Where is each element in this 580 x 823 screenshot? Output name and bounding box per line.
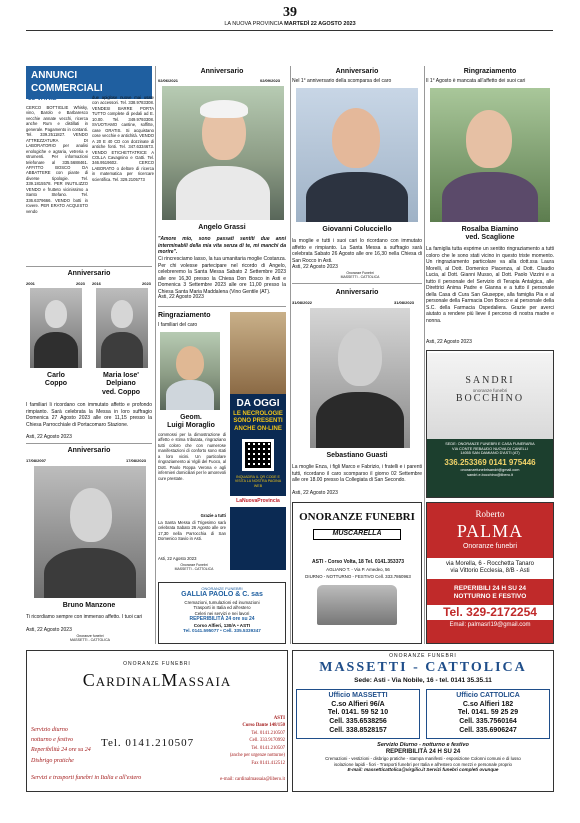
sandri-sub: onoranze funebri [472, 387, 508, 393]
manzone-name: Bruno Manzone [62, 602, 116, 609]
ad-dogi-line2: LE NECROLOGIE [233, 410, 283, 417]
moraglio-name: Geom. Luigi Moraglio [167, 414, 215, 430]
palma-name1: Roberto [475, 509, 505, 519]
section-divider [292, 283, 422, 284]
coppo-date: 2016 [92, 281, 101, 286]
muscarella-name: MUSCARELLA [313, 529, 401, 540]
gallia-l6: Tel. 0141.595077 • Cell. 335.5339347 [183, 628, 261, 634]
page-number: 39 [283, 5, 297, 20]
palma-addr1: via Morella, 6 - Rocchetta Tanaro [446, 560, 534, 567]
gallia-top: ONORANZE FUNEBRI [201, 586, 243, 591]
cardinal-city: ASTI [273, 716, 285, 721]
manzone-credit: Onoranze funebri MASSETTI - CATTOLICA [70, 634, 110, 643]
page-header [0, 21, 580, 28]
cardinal-top: ONORANZE FUNEBRI [123, 661, 191, 667]
muscarella-arc: ONORANZE FUNEBRI [299, 511, 415, 523]
luigi-moraglio-photo [160, 332, 220, 410]
palma-email: Email: palmasrl19@gmail.com [449, 621, 531, 628]
annunci-title: ANNUNCI COMMERCIALI [26, 66, 152, 99]
angelo-grassi-photo [162, 86, 284, 220]
cardinal-s2: notturno e festivo [31, 737, 73, 744]
massetti-u2b: Tel. 0141. 59 25 29 [457, 709, 519, 717]
manzone-date: 17/08/2007 [26, 458, 47, 463]
cardinal-email: e-mail: cardinalmassaia@libero.it [220, 777, 285, 782]
massetti-u2c: Cell. 335.7560164 [459, 718, 517, 726]
hearse-photo [317, 585, 397, 625]
column-divider [424, 66, 425, 644]
guasti-name: Sebastiano Guasti [326, 452, 388, 459]
muscarella-l2: AGLIANO T. - Via P. Amedeo, 56 [326, 567, 390, 572]
cardinal-r3: Cell. 333.9170992 [249, 738, 285, 744]
cardinal-r2: Tel. 0141.210507 [251, 730, 285, 736]
colucciello-name: Giovanni Colucciello [322, 226, 392, 233]
grassi-text: Ci rincresciamo lasso, la tua umanitaria moglie Costanza. Per chi volesse partecipare nel ricordo di Angelo, celebreremo la Santa Messa Sabato 2 Settembre 2023 alle ore 16,30 presso la Chiesa Don Bosco in Asti e Domenica 3 Settembre 2023 alle ore 11,00 presso la Chiesa Santa Maria Maddalena (Vino Gentile (AT). [158, 256, 286, 295]
sandri-web: onoranzefunebrisandri@gmail.com sandri.e.bocchino@libero.it [460, 468, 520, 477]
massetti-sede: Sede: Asti - Via Nobile, 16 - tel. 0141 35.35.11 [354, 676, 492, 684]
colucciello-place: Asti, 22 Agosto 2023 [292, 264, 338, 270]
palma-ad[interactable] [426, 502, 554, 644]
gallia-l5: Corso Alfieri, 130/A • ASTI [193, 622, 251, 628]
ad-dogi-line3: SONO PRESENTI [233, 418, 283, 424]
annunci-section: 33 VARIE [28, 95, 57, 102]
grassi-date: 02/09/2023 [260, 78, 281, 83]
giovanni-colucciello-photo [296, 88, 418, 222]
ad-dogi-line1: DA OGGI [236, 398, 280, 409]
coppo-name-2: Maria Iose' Delpiano ved. Coppo [101, 372, 141, 396]
coppo-text: I familiari li ricordano con immutato affetto e profondo rimpianto. Sarà celebrata la Messa in loro suffragio Domenica 27 Agosto 2023 alle ore 11,15 presso la Chiesa Parrocchiale di Portacomaro Stazione. [26, 402, 152, 428]
massetti-u1b: Tel. 0141. 59 52 10 [327, 709, 389, 717]
guasti-place: Asti, 22 Agosto 2023 [292, 490, 338, 496]
section-divider [158, 306, 286, 307]
muscarella-ad[interactable] [292, 502, 422, 644]
massetti-cattolica-ad[interactable] [292, 650, 554, 792]
manzone-text: Ti ricordiamo sempre con immenso affetto. I tuoi cari [26, 614, 143, 620]
massetti-name: MASSETTI - CATTOLICA [319, 660, 527, 676]
guasti-title: Anniversario [335, 289, 379, 296]
massetti-u1c: Cell. 335.6538256 [329, 718, 387, 726]
scaglione-name: Rosalba Biamino ved. Scaglione [461, 226, 519, 242]
massetti-u2a: C.so Alfieri 182 [462, 700, 514, 708]
moraglio-title: Ringraziamento [158, 312, 211, 319]
gallia-l1: Cremazioni, tumulazioni ed inumazioni [184, 599, 260, 605]
grassi-date: 02/06/2021 [158, 78, 179, 83]
bruno-manzone-photo [34, 466, 146, 598]
palma-addr2: via Vittorio Ecclesia, 8/B - Asti [450, 568, 530, 574]
massetti-f1: Servizio Diurno - notturno e festivo [377, 741, 469, 748]
coppo-date: 2023 [142, 281, 151, 286]
moraglio-text: commossi per la dimostrazione di affetto e stima tributata, ringraziano tutti coloro che con numerose manifestazioni di conforto sono stati a loro vicini. Un particolare ringraziamento ai Vigili del Fuoco, al Dott. Paolo Roppa Verona e agli infermieri domiciliari per le amorevoli cure prestate. [158, 432, 226, 481]
muscarella-l3: DIURNO - NOTTURNO - FESTIVO Cell. 333.7860963 [305, 574, 411, 579]
massetti-u1: Ufficio MASSETTI [328, 691, 388, 699]
massetti-f3: Cremazioni - vestizioni - disbrigo pratiche - stampa manifesti - esposizione Colonni comuni e di lusso [325, 756, 521, 761]
coppo-place: Asti, 22 Agosto 2023 [26, 434, 72, 440]
gallia-l4: REPERIBILITÀ 24 ore su 24 [189, 616, 255, 623]
colucciello-credit: Onoranze Funebri MASSETTI - CATTOLICA [340, 271, 380, 280]
ad-dogi-line4: ANCHE ON-LINE [234, 425, 282, 432]
sandri-name: SANDRI [465, 375, 515, 386]
gallia-l2: Trasporti in Italia ed all'estero [193, 605, 251, 611]
coppo-date: 2023 [76, 281, 85, 286]
flowers-image [230, 312, 286, 394]
sebastiano-guasti-photo [310, 308, 410, 448]
sandri-phone1: 336.253369 [444, 458, 487, 468]
column-divider [290, 66, 291, 644]
header-rule [26, 30, 553, 31]
palma-rep1: REPERIBILI 24 H SU 24 [454, 584, 526, 592]
annunci-column-2: due apiglose nuove mai usate con accessori. Tel. 338.9783308. VENDESI BARRE PORTA TUTTO complete di pedali ad E. 10.00. Tel. 349.9793308. SVUOTIAMO cantine, soffitte, case GRATIS. Si acquistano cose vecchie e antichità. VENDO A 20 E 40 CD con dozzinate di antiche fonti. Tel. 347.6334673. VENDO ETICHETTATRICE A COLLA Cavagnino e Gatti. Tel. 346.9519602. CERCO LABORATO o deltore di ricerca in matematica per ricercare scientifica. Tel. 329.2105773 [92, 95, 154, 182]
guasti-date: 31/08/2022 [292, 300, 313, 305]
cardinal-name: CardinalMassaia [82, 670, 232, 690]
cardinal-tel: Tel. 0141.210507 [101, 737, 195, 749]
coppo-title: Anniversario [67, 270, 111, 277]
cardinal-r6: Fax 0141.412512 [251, 760, 285, 766]
massetti-u2: Ufficio CATTOLICA [456, 691, 520, 699]
muscarella-l1: ASTI - Corso Volta, 18 Tel. 0141.353373 [311, 559, 405, 565]
massetti-u1a: C.so Alfieri 96/A [331, 700, 385, 708]
grassi-name: Angelo Grassi [198, 224, 246, 231]
column-divider [155, 66, 156, 644]
gallia-l3: Celeri nei servizi e nei lavori [194, 610, 250, 616]
massetti-f2: REPERIBILITÀ 24 H SU 24 [385, 748, 461, 755]
moraglio-mass: La Santa Messa di Trigesimo sarà celebrata Sabato 26 Agosto alle ore 17,30 nella Parrocchia di San Domenico Savio in Asti. [158, 520, 226, 542]
carlo-coppo-photo [30, 288, 82, 368]
moraglio-subtitle: I familiari del caro [158, 322, 198, 328]
rosalba-biamino-photo [430, 88, 550, 222]
massetti-top: ONORANZE FUNEBRI [389, 653, 457, 659]
scaglione-subtitle: Il 1° Agosto è mancata all'affetto dei suoi cari [426, 78, 526, 84]
qr-code-icon[interactable] [242, 439, 274, 471]
cardinal-s3: Reperibilità 24 ore su 24 [31, 747, 91, 754]
colucciello-subtitle: Nel 1° anniversario della scomparsa del caro [292, 78, 392, 84]
manzone-date: 17/08/2023 [126, 458, 147, 463]
coppo-date: 2001 [26, 281, 35, 286]
sandri-addr: SEDE: ONORANZE FUNEBRI E CASA FUNERARIA VIA CONTE REBAUDO NUOVA DI CANELLI 14055 SAN DAMIANO D'ASTI (AT) [445, 442, 535, 456]
massetti-u2d: Cell. 335.6906247 [459, 726, 517, 734]
section-divider [26, 266, 152, 267]
cardinal-massaia-ad[interactable] [26, 650, 288, 792]
maria-delpiano-photo [96, 288, 148, 368]
cardinal-r5: (anche per urgenze notturne) [229, 753, 285, 759]
moraglio-credit: Onoranze Funebri MASSETTI - CATTOLICA [174, 563, 214, 572]
sandri-phone2: 0141 975446 [488, 458, 536, 468]
palma-tel: Tel. 329-2172254 [427, 605, 553, 620]
grassi-quote: "Amore mio, sono passati sentiti due anni interminabili della mia vita senza di te, mi manchi da morire". [158, 236, 286, 255]
moraglio-thanks: Grazie a tutti [200, 513, 226, 518]
palma-sub: Onoranze funebri [462, 542, 518, 550]
colucciello-text: la moglie e tutti i suoi cari lo ricordano con immutato affetto e rimpianto. La Santa Messa a suffragio sarà celebrata Sabato 26 Agosto alle ore 16,30 nella Chiesa di San Rocco in Asti. [292, 238, 422, 264]
massetti-u1d: Cell. 338.8528157 [329, 726, 387, 734]
gallia-name: GALLIA PAOLO & C. sas [181, 591, 263, 598]
palma-name2: PALMA [456, 521, 524, 542]
guasti-text: La moglie Enza, i figli Marco e Fabrizio, i fratelli e i parenti tutti, ricordano il caro scomparso il giorno 02 Settembre alle ore 18.00 presso la Collegiata di San Secondo. [292, 464, 422, 483]
massetti-f5: E-mail: massetticattolica@virgilio.it Servizi funebri completi ovunque [347, 767, 499, 772]
manzone-title: Anniversario [67, 447, 111, 454]
sandri-bocchino-ad[interactable] [426, 350, 554, 498]
scaglione-text: La famiglia tutta esprime un sentito ringraziamento a tutti coloro che le sono stati vicino in questo triste momento. Un ringraziamento particolare va alla dott.ssa Laura Morelli, al Dott. Domenico Piacenza, al Dott. Claudio Lucia, al Dott. Gianni Musso, al Dott. Paolo Vizzini e a tutto il personale del Servizio di Terapia Antalgica, alle Direttrici Anima Padre e Gianna e a tutto il personale della Casa di Cura San Giuseppe, alla famiglia Pia e al personale della Farmacia Don Bosco e al personale della S.C. della Farmacia Ospedaliera. Grazie per averci aiutato a rendere più lieve il percorso di nostra madre e nonna. [426, 246, 554, 324]
colucciello-title: Anniversario [335, 68, 379, 75]
cardinal-r1: Corso Dante 148/150 [242, 723, 285, 729]
scaglione-title: Ringraziamento [463, 68, 517, 75]
ad-dogi-qr-caption: INQUADRA IL QR CODE E VISITA LA NOSTRA PAGINA WEB [234, 475, 282, 488]
scaglione-place: Asti, 22 Agosto 2023 [426, 339, 472, 345]
grassi-title: Anniversario [200, 68, 244, 75]
manzone-place: Asti, 22 Agosto 2023 [26, 627, 72, 633]
coppo-name-1: Carlo Coppo [44, 372, 68, 388]
cardinal-s4: Disbrigo pratiche [31, 757, 74, 764]
publication-name: LA NUOVA PROVINCIA [224, 21, 283, 27]
moraglio-place: Asti, 22 Agosto 2023 [158, 556, 197, 561]
cardinal-s5: Servizi e trasporti funebri in Italia e all'estero [31, 775, 142, 781]
publication-date: MARTEDÌ 22 AGOSTO 2023 [284, 21, 356, 27]
cardinal-r4: Tel. 0141.210507 [251, 745, 285, 751]
massetti-f4: isolazione lapidi - fiori - Trasporti funebri per Italia e all'estero con mezzi e personale proprio [333, 761, 512, 767]
necrologie-online-ad[interactable] [230, 394, 286, 570]
palma-rep2: NOTTURNO E FESTIVO [453, 592, 527, 600]
guasti-date: 31/08/2023 [394, 300, 415, 305]
grassi-place: Asti, 22 Agosto 2023 [158, 294, 204, 300]
section-divider [26, 443, 152, 444]
cardinal-s1: Servizio diurno [31, 727, 68, 733]
sandri-name2: BOCCHINO [455, 393, 525, 405]
lanuovaprovincia-logo: LaNuovaProvincia [230, 496, 286, 506]
annunci-column-1: CERCO BOTTIGLIE Whisky, vino, Barolo e Barbaresco vecchie annate vecchi, ricerca anche Rum e distillati in generale. Pagamento in contanti. Tel. 339.2511827. VENDO ATTREZZATURA DI LABORATORIO per analisi enologiche e agraria, vetreria e strumenti. Per informazioni telefonare al 335.5688461. AFFITTO BOSCO DA ABBATTERE con piante di diverse tipologie. Tel. 339.1815578. PER INUTILIZZO VENDO e frutteto vicinissimo a Santo Stefano. Tel. 336.6379666. VENDO botti in rovere. PER ERATO ACQUISTO vendo [26, 105, 88, 214]
gallia-ad[interactable] [158, 582, 286, 644]
